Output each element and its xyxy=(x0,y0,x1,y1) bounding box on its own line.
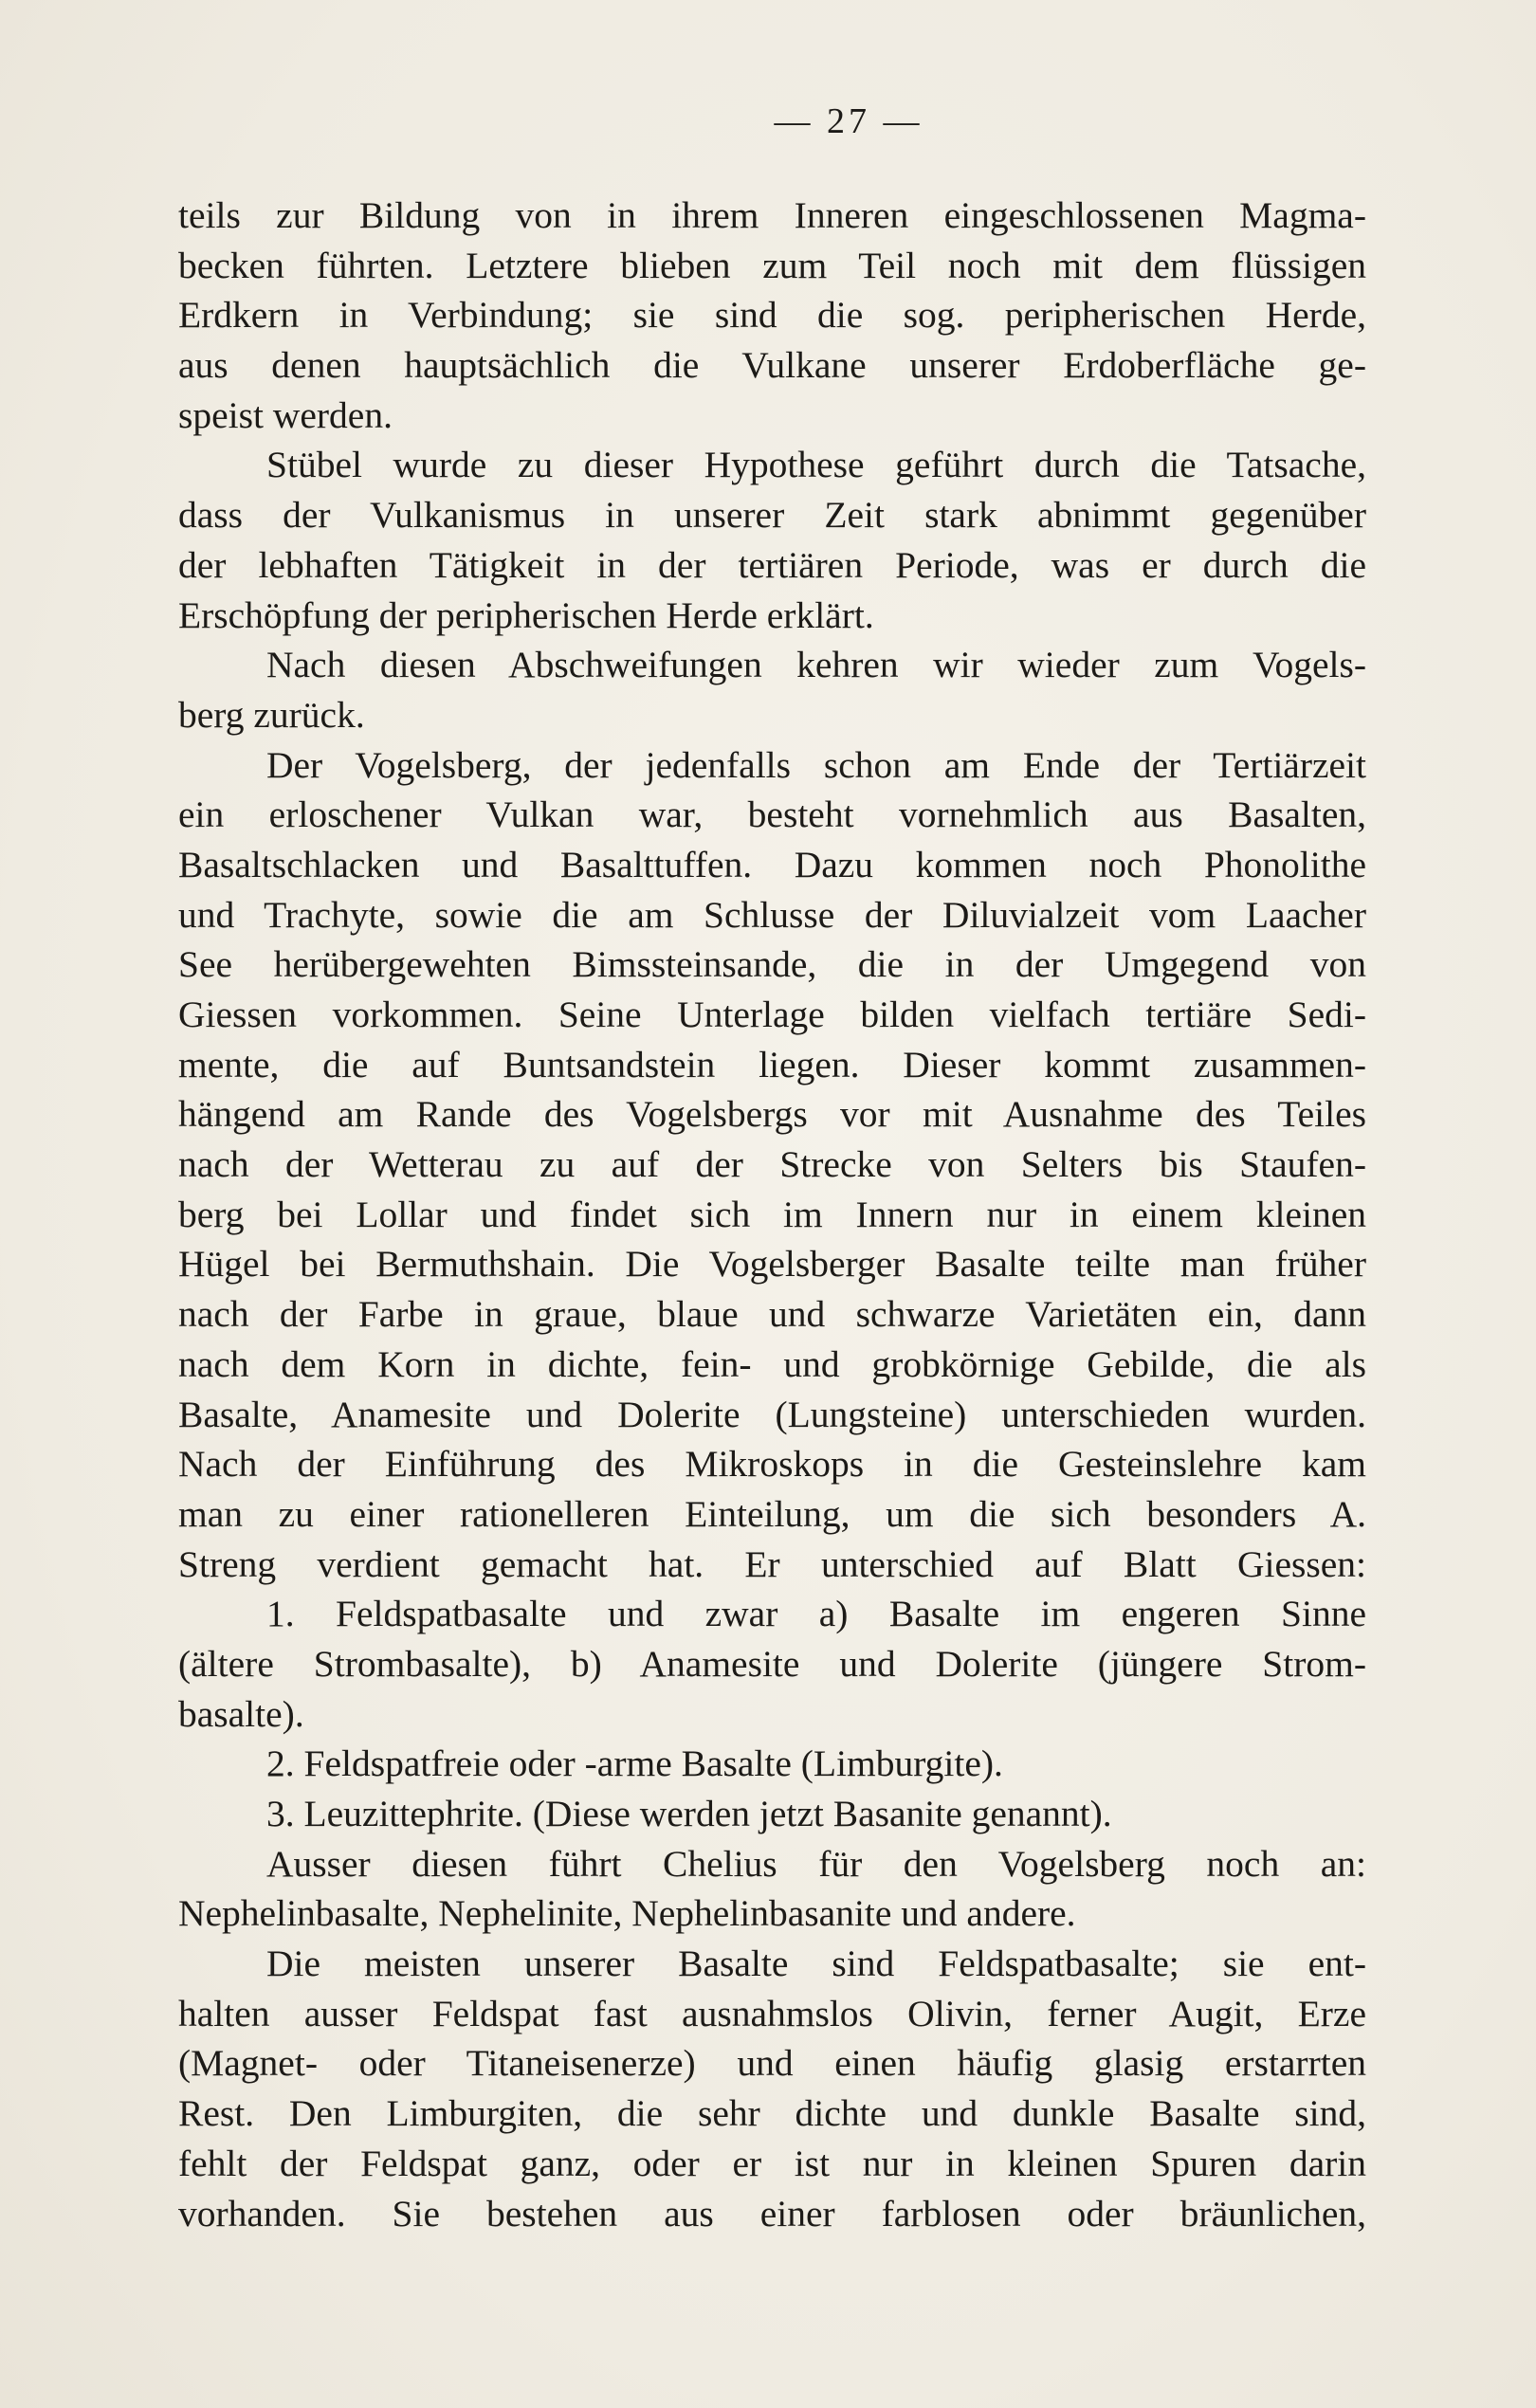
text-line: 3. Leuzittephrite. (Diese werden jetzt Basanite genannt). xyxy=(266,1793,1112,1834)
text-line: Ausser diesen führt Chelius für den Vogelsberg noch an: xyxy=(266,1842,1366,1885)
text-line: aus denen hauptsächlich die Vulkane unserer Erdoberfläche ge- xyxy=(178,344,1366,387)
text-line: Nach diesen Abschweifungen kehren wir wieder zum Vogels- xyxy=(266,644,1366,686)
text-line: Hügel bei Bermuthshain. Die Vogelsberger Basalte teilte man früher xyxy=(178,1243,1366,1286)
text-line: hängend am Rande des Vogelsbergs vor mit Ausnahme des Teiles xyxy=(178,1093,1366,1136)
page-number: — 27 — xyxy=(774,101,923,141)
text-line: Stübel wurde zu dieser Hypothese geführt durch die Tatsache, xyxy=(266,444,1366,486)
text-line: fehlt der Feldspat ganz, oder er ist nur in kleinen Spuren darin xyxy=(178,2142,1366,2184)
text-line: becken führten. Letztere blieben zum Teil noch mit dem flüssigen xyxy=(178,244,1366,286)
text-line: nach der Wetterau zu auf der Strecke von Selters bis Staufen- xyxy=(178,1143,1366,1186)
text-line: ein erloschener Vulkan war, besteht vornehmlich aus Basalten, xyxy=(178,794,1366,836)
text-line: Der Vogelsberg, der jedenfalls schon am Ende der Tertiärzeit xyxy=(266,743,1366,786)
text-line: und Trachyte, sowie die am Schlusse der Diluvialzeit vom Laacher xyxy=(178,893,1366,936)
text-line: Basalte, Anamesite und Dolerite (Lungsteine) unterschieden wurden. xyxy=(178,1393,1366,1435)
text-line: Nach der Einführung des Mikroskops in die Gesteinslehre kam xyxy=(178,1443,1366,1486)
text-line: nach der Farbe in graue, blaue und schwarze Varietäten ein, dann xyxy=(178,1293,1366,1336)
text-line: halten ausser Feldspat fast ausnahmslos Olivin, ferner Augit, Erze xyxy=(178,1992,1366,2034)
text-line: der lebhaften Tätigkeit in der tertiären Periode, was er durch die xyxy=(178,543,1366,586)
text-line: dass der Vulkanismus in unserer Zeit stark abnimmt gegenüber xyxy=(178,494,1366,537)
text-line: Streng verdient gemacht hat. Er unterschied auf Blatt Giessen: xyxy=(178,1542,1366,1585)
text-line: Rest. Den Limburgiten, die sehr dichte und dunkle Basalte sind, xyxy=(178,2092,1366,2135)
text-line: teils zur Bildung von in ihrem Inneren eingeschlossenen Magma- xyxy=(178,194,1366,236)
text-line: 1. Feldspatbasalte und zwar a) Basalte im engeren Sinne xyxy=(266,1593,1366,1635)
text-line: See herübergewehten Bimssteinsande, die in der Umgegend von xyxy=(178,943,1366,986)
text-line: 2. Feldspatfreie oder -arme Basalte (Limburgite). xyxy=(266,1742,1003,1785)
text-line: Erdkern in Verbindung; sie sind die sog. peripherischen Herde, xyxy=(178,294,1366,337)
text-line: speist werden. xyxy=(178,393,393,436)
text-line: basalte). xyxy=(178,1692,304,1735)
text-line: Die meisten unserer Basalte sind Feldspatbasalte; sie ent- xyxy=(266,1943,1366,1985)
text-line: Nephelinbasalte, Nephelinite, Nephelinbasanite und andere. xyxy=(178,1892,1076,1935)
body-text xyxy=(178,191,1366,2238)
text-line: mente, die auf Buntsandstein liegen. Dieser kommt zusammen- xyxy=(178,1043,1366,1085)
text-line: berg zurück. xyxy=(178,693,365,736)
text-line: Erschöpfung der peripherischen Herde erklärt. xyxy=(178,593,874,636)
text-line: berg bei Lollar und findet sich im Innern nur in einem kleinen xyxy=(178,1193,1366,1235)
text-line: Basaltschlacken und Basalttuffen. Dazu kommen noch Phonolithe xyxy=(178,843,1366,885)
text-line: vorhanden. Sie bestehen aus einer farblosen oder bräunlichen, xyxy=(178,2192,1366,2235)
text-line: Giessen vorkommen. Seine Unterlage bilden vielfach tertiäre Sedi- xyxy=(178,994,1366,1035)
text-line: (ältere Strombasalte), b) Anamesite und Dolerite (jüngere Strom- xyxy=(178,1642,1366,1685)
text-line: nach dem Korn in dichte, fein- und grobkörnige Gebilde, die als xyxy=(178,1342,1366,1385)
text-line: man zu einer rationelleren Einteilung, um die sich besonders A. xyxy=(178,1492,1366,1535)
text-line: (Magnet- oder Titaneisenerze) und einen häufig glasig erstarrten xyxy=(178,2042,1366,2085)
